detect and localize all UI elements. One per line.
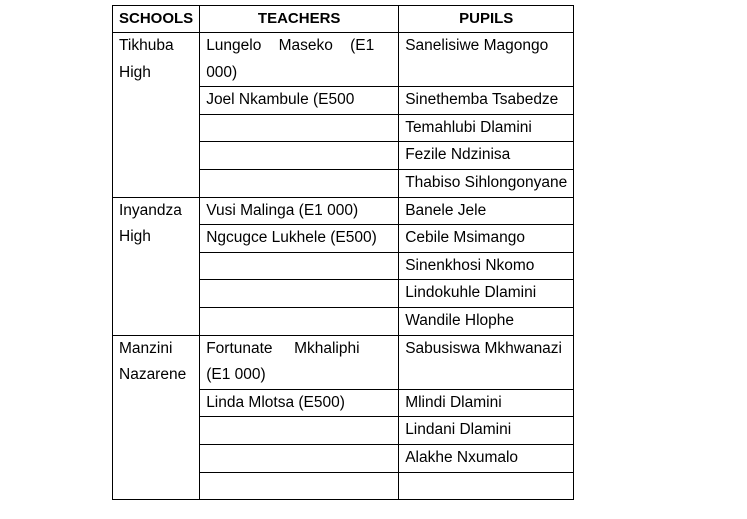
pupil-name: Lindani Dlamini [405, 421, 512, 439]
pupil-name-line1: Sanelisiwe [405, 37, 480, 54]
pupil-name: Banele Jele [405, 201, 487, 219]
teacher-cell-empty [200, 142, 399, 170]
pupil-cell [399, 417, 574, 445]
schools-table [112, 5, 574, 500]
table-row [113, 33, 574, 87]
teacher-cell-empty [200, 307, 399, 335]
teacher-name: Linda Mlotsa (E500) [206, 393, 345, 411]
teacher-cell [200, 87, 399, 115]
teacher-cell-empty [200, 252, 399, 280]
pupil-cell [399, 444, 574, 472]
pupil-cell [399, 169, 574, 197]
school-name-line1: Manzini [119, 339, 173, 357]
teacher-cell-empty [200, 114, 399, 142]
pupil-cell [399, 33, 574, 87]
teacher-cell [200, 197, 399, 225]
school-cell [113, 197, 200, 335]
teacher-name-line2: (E1 000) [206, 366, 266, 384]
pupil-cell-empty [399, 472, 574, 499]
teacher-cell-empty [200, 472, 399, 499]
pupil-cell [399, 197, 574, 225]
header-pupils: PUPILS [399, 6, 574, 33]
teacher-cell [200, 33, 399, 87]
pupil-cell [399, 225, 574, 253]
teacher-cell-empty [200, 444, 399, 472]
pupil-name-line2: Magongo [483, 37, 549, 54]
teacher-cell [200, 225, 399, 253]
teacher-name: Joel Nkambule (E500 [206, 91, 355, 109]
pupil-name: Lindokuhle Dlamini [405, 284, 537, 302]
school-name-line1: Inyandza [119, 201, 182, 219]
school-name-line1: Tikhuba [119, 37, 174, 54]
school-cell [113, 335, 200, 499]
pupil-cell [399, 389, 574, 417]
table-row [113, 335, 574, 389]
pupil-cell [399, 280, 574, 308]
header-teachers: TEACHERS [200, 6, 399, 33]
teacher-cell [200, 389, 399, 417]
school-name-line2: Nazarene [119, 366, 187, 384]
teacher-cell-empty [200, 169, 399, 197]
pupil-cell [399, 114, 574, 142]
teacher-cell [200, 335, 399, 389]
pupil-name-line2: Sihlongonyane [464, 173, 568, 191]
teacher-name: Vusi Malinga (E1 000) [206, 201, 359, 219]
pupil-name: Alakhe Nxumalo [405, 448, 519, 466]
pupil-name: Mlindi Dlamini [405, 393, 502, 411]
pupil-name: Wandile Hlophe [405, 311, 515, 329]
school-cell [113, 33, 200, 198]
pupil-name-line1: Sinethemba [405, 91, 488, 109]
pupil-name: Sinenkhosi Nkomo [405, 256, 535, 274]
pupil-name: Cebile Msimango [405, 229, 525, 247]
teacher-cell-empty [200, 417, 399, 445]
table-row [113, 197, 574, 225]
teacher-name-line1: Lungelo Maseko (E1 [206, 37, 375, 54]
pupil-name: Fezile Ndzinisa [405, 146, 511, 164]
header-row [113, 6, 574, 33]
pupil-name: Temahlubi Dlamini [405, 118, 532, 136]
pupil-name-line1: Sabusiswa [405, 339, 481, 357]
pupil-cell [399, 142, 574, 170]
teacher-name-line1: Fortunate Mkhaliphi [206, 339, 360, 357]
pupil-cell [399, 87, 574, 115]
teacher-cell-empty [200, 280, 399, 308]
header-schools: SCHOOLS [113, 6, 200, 33]
pupil-name-line2: Mkhwanazi [484, 339, 562, 357]
teacher-name-line2: 000) [206, 63, 238, 81]
pupil-cell [399, 335, 574, 389]
pupil-name-line1: Thabiso [405, 173, 461, 191]
pupil-cell [399, 252, 574, 280]
pupil-cell [399, 307, 574, 335]
school-name-line2: High [119, 228, 151, 246]
teacher-name: Ngcugce Lukhele (E500) [206, 229, 377, 247]
school-name-line2: High [119, 63, 151, 81]
pupil-name-line2: Tsabedze [491, 91, 559, 109]
